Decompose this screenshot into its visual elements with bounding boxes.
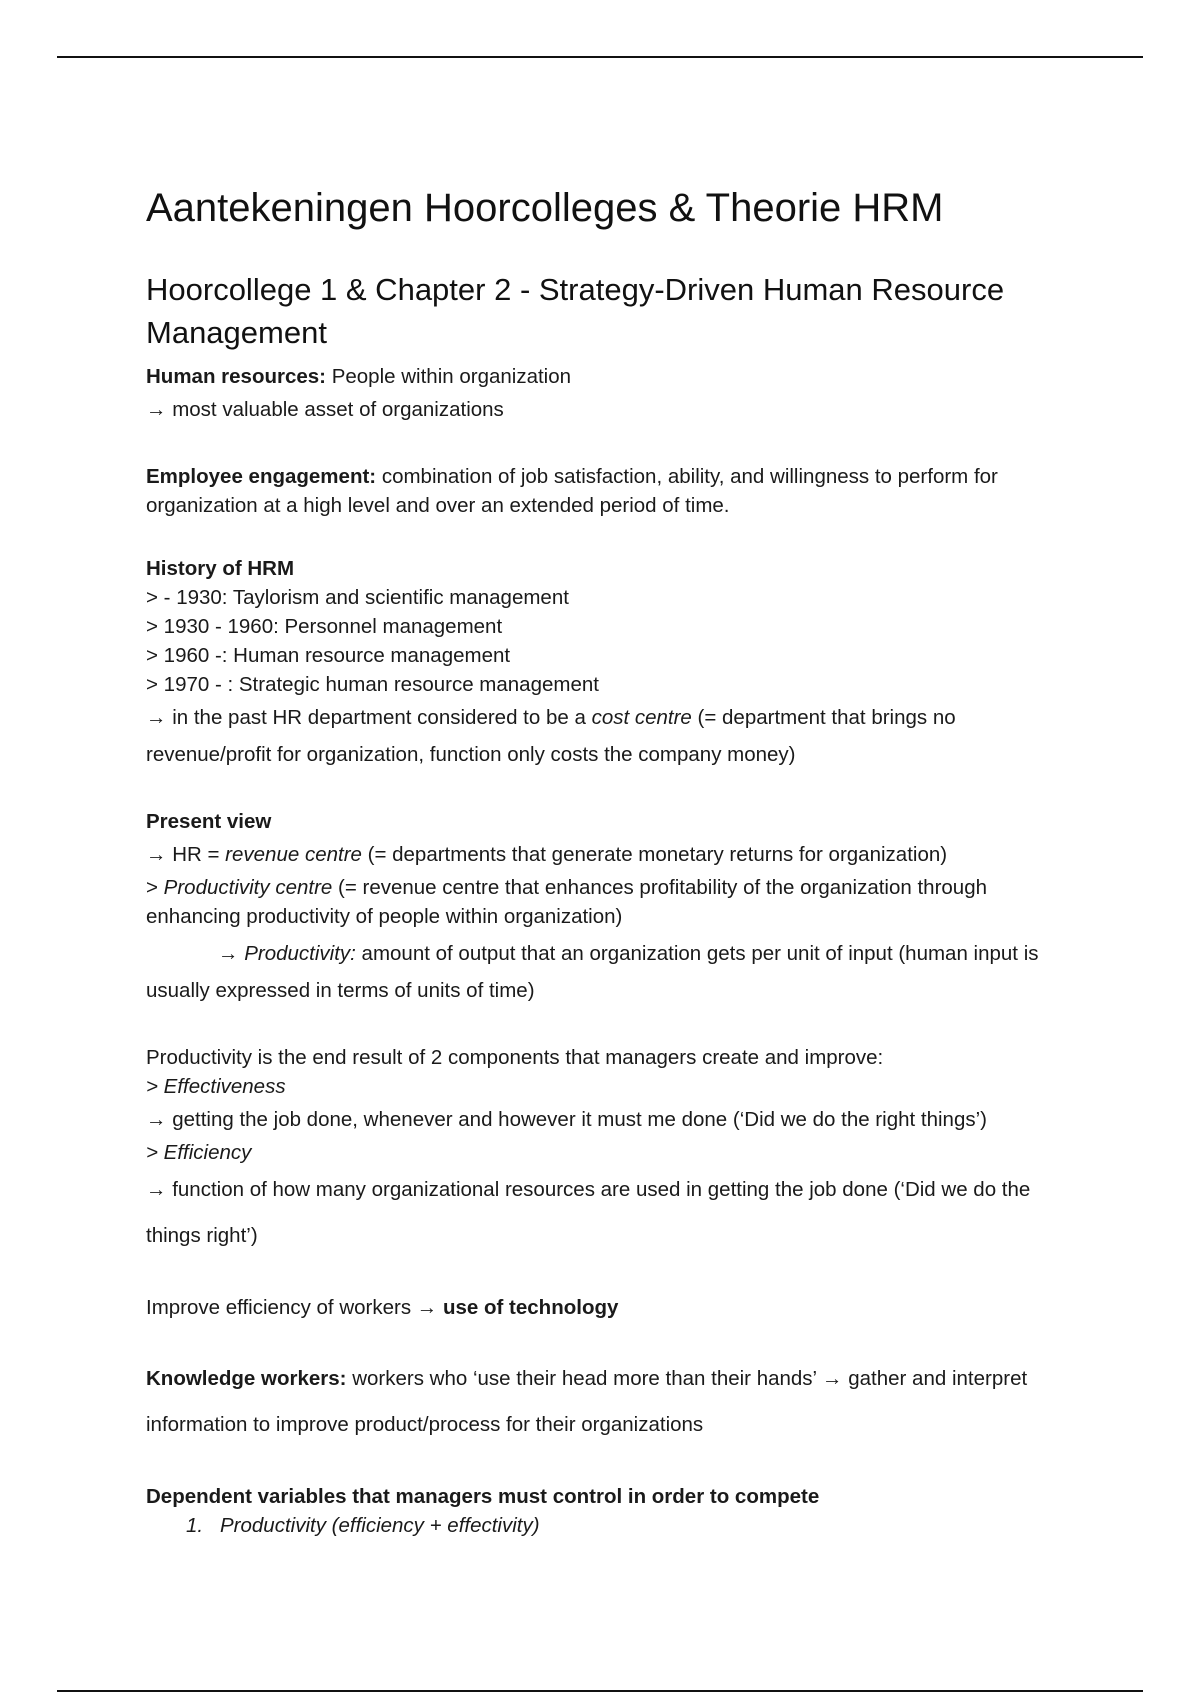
text: → HR = — [146, 843, 226, 866]
bottom-rule — [57, 1690, 1143, 1692]
history-heading: History of HRM — [146, 557, 295, 580]
list-item — [146, 1511, 1066, 1540]
present-view-line — [146, 935, 1066, 1009]
history-note — [146, 699, 1066, 773]
top-rule — [57, 56, 1143, 58]
term-label: Human resources: — [146, 365, 327, 388]
section-title: Hoorcollege 1 & Chapter 2 - Strategy-Driven Human Resource Management — [146, 272, 1005, 350]
present-view-heading: Present view — [146, 810, 272, 833]
productivity-intro: Productivity is the end result of 2 components that managers create and improve: — [146, 1046, 884, 1069]
term-italic: revenue centre — [225, 843, 362, 866]
term-italic: cost centre — [591, 706, 692, 729]
present-view-line — [146, 873, 1066, 931]
document-title: Aantekeningen Hoorcolleges & Theorie HRM — [146, 186, 944, 230]
text: → in the past HR department considered to be a — [146, 706, 592, 729]
term-italic: Productivity: — [244, 942, 356, 965]
term-italic: Productivity centre — [163, 876, 333, 899]
effectiveness-label: > Effectiveness — [146, 1075, 286, 1098]
knowledge-workers-definition — [146, 1356, 1066, 1448]
term-label: Employee engagement: — [146, 465, 377, 488]
text: → — [218, 942, 245, 965]
term-definition: workers who ‘use their head more than their hands’ → gather and interpret information to improve product/process for their organizations — [146, 1367, 1028, 1436]
history-item: > - 1930: Taylorism and scientific management — [146, 586, 569, 609]
text: Improve efficiency of workers → — [146, 1296, 443, 1319]
history-item: > 1960 -: Human resource management — [146, 644, 511, 667]
dependent-variables-heading: Dependent variables that managers must control in order to compete — [146, 1485, 820, 1508]
bold-text: use of technology — [442, 1296, 619, 1319]
employee-engagement-definition — [146, 462, 1066, 520]
text: amount of output that an organization gets per unit of input (human input is usually expressed in terms of units of time) — [146, 942, 1039, 1002]
term-definition: combination of job satisfaction, ability, and willingness to perform for organization at a high level and over an extended period of time. — [146, 465, 998, 517]
document-body — [146, 180, 1066, 1540]
text: (= revenue centre that enhances profitability of the organization through enhancing productivity of people within organization) — [146, 876, 988, 928]
history-item: > 1930 - 1960: Personnel management — [146, 615, 503, 638]
text: (= department that brings no revenue/profit for organization, function only costs the company money) — [146, 706, 956, 766]
text: > — [146, 876, 164, 899]
text: (= departments that generate monetary returns for organization) — [361, 843, 948, 866]
efficiency-technology-line — [146, 1293, 1066, 1322]
efficiency-label: > Efficiency — [146, 1141, 252, 1164]
list-text: Productivity (efficiency + effectivity) — [220, 1514, 540, 1537]
term-definition: People within organization — [326, 365, 572, 388]
term-label: Knowledge workers: — [146, 1367, 347, 1390]
human-resources-definition — [146, 362, 1066, 391]
present-view-line — [146, 836, 1066, 873]
human-resources-note: → most valuable asset of organizations — [146, 398, 504, 421]
list-number: 1. — [186, 1514, 204, 1537]
efficiency-desc: → function of how many organizational resources are used in getting the job done (‘Did we do the things right’) — [146, 1178, 1031, 1247]
effectiveness-desc: → getting the job done, whenever and however it must me done (‘Did we do the right things’) — [146, 1108, 987, 1131]
history-item: > 1970 - : Strategic human resource management — [146, 673, 599, 696]
